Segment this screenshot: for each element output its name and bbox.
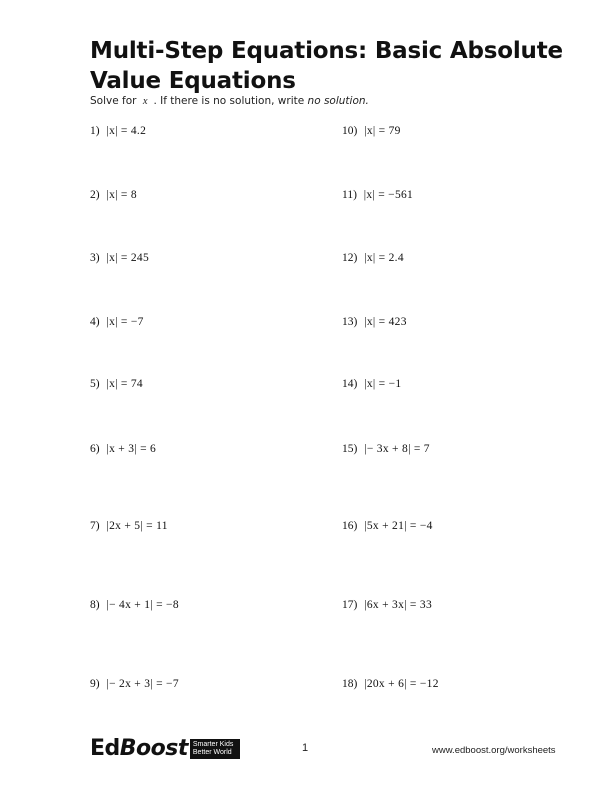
problem-3: [90, 252, 149, 264]
problem-6: [90, 443, 156, 455]
problem-equation: |x| = 423: [364, 316, 407, 328]
problem-equation: |x| = 245: [106, 252, 150, 264]
problem-number: 11): [342, 189, 357, 201]
instructions: [90, 95, 369, 107]
logo-tagline-line-2: Better World: [192, 748, 232, 756]
problem-number: 9): [90, 678, 100, 690]
problem-17: [342, 599, 432, 611]
title-line-2: Value Equations: [90, 68, 296, 94]
problem-equation: |6x + 3x| = 33: [364, 599, 432, 611]
problem-equation: |− 2x + 3| = −7: [106, 678, 179, 690]
problem-5: [90, 378, 143, 390]
problem-12: [342, 252, 404, 264]
problem-number: 14): [342, 378, 358, 390]
problem-13: [342, 316, 407, 328]
problem-number: 17): [342, 599, 358, 611]
problem-number: 7): [90, 520, 100, 532]
edboost-logo: [90, 736, 240, 761]
problem-equation: |x| = 79: [364, 125, 401, 137]
problem-equation: |x + 3| = 6: [106, 443, 157, 455]
problem-number: 4): [90, 316, 100, 328]
problem-equation: |− 4x + 1| = −8: [106, 599, 179, 611]
worksheet-title: [90, 36, 563, 96]
problem-number: 8): [90, 599, 100, 611]
problem-2: [90, 189, 137, 201]
problem-9: [90, 678, 179, 690]
problem-7: [90, 520, 168, 532]
problem-number: 12): [342, 252, 358, 264]
problem-11: [342, 189, 413, 201]
problem-10: [342, 125, 401, 137]
logo-tagline: [190, 739, 240, 759]
problem-equation: |20x + 6| = −12: [364, 678, 439, 690]
problem-number: 3): [90, 252, 100, 264]
problem-equation: |x| = −561: [363, 189, 414, 201]
page-number: 1: [302, 742, 309, 754]
problem-number: 1): [90, 125, 100, 137]
problem-4: [90, 316, 144, 328]
logo-boost-text: Boost: [119, 736, 188, 761]
instructions-prefix: Solve for: [90, 95, 137, 107]
problem-equation: |x| = 74: [106, 378, 143, 390]
problem-number: 16): [342, 520, 358, 532]
problem-15: [342, 443, 430, 455]
problem-equation: |− 3x + 8| = 7: [364, 443, 430, 455]
logo-ed-text: Ed: [90, 736, 120, 761]
problem-8: [90, 599, 179, 611]
problem-equation: |x| = 8: [106, 189, 137, 201]
problem-equation: |2x + 5| = 11: [106, 520, 168, 532]
website-url: www.edboost.org/worksheets: [432, 745, 556, 756]
problem-equation: |x| = −1: [364, 378, 402, 390]
problem-number: 18): [342, 678, 358, 690]
problem-1: [90, 125, 146, 137]
problem-number: 13): [342, 316, 358, 328]
problem-14: [342, 378, 401, 390]
problem-number: 5): [90, 378, 100, 390]
problem-number: 6): [90, 443, 100, 455]
problem-equation: |x| = −7: [106, 316, 144, 328]
problem-18: [342, 678, 439, 690]
problem-equation: |x| = 2.4: [364, 252, 404, 264]
title-line-1: Multi-Step Equations: Basic Absolute: [90, 38, 563, 64]
problem-number: 2): [90, 189, 100, 201]
problem-equation: |x| = 4.2: [106, 125, 147, 137]
logo-tagline-line-1: Smarter Kids: [192, 740, 234, 748]
problem-number: 10): [342, 125, 358, 137]
instructions-middle: . If there is no solution, write: [153, 95, 305, 107]
instructions-variable: x: [142, 96, 148, 107]
instructions-emphasis: no solution.: [307, 95, 369, 107]
problem-16: [342, 520, 433, 532]
problem-equation: |5x + 21| = −4: [364, 520, 433, 532]
problem-number: 15): [342, 443, 358, 455]
